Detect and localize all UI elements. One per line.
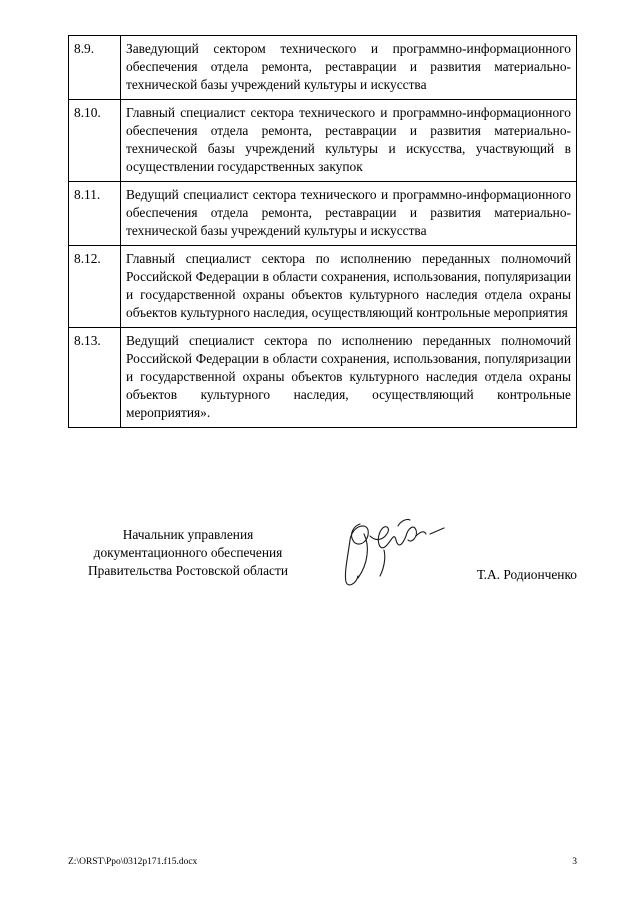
positions-table: [68, 35, 577, 428]
table-row: [69, 36, 577, 100]
row-number: 8.9.: [69, 36, 121, 100]
page-number: 3: [572, 857, 577, 867]
signer-position-line: Начальник управления: [122, 527, 254, 542]
table-row: [69, 328, 577, 428]
row-position-text: Ведущий специалист сектора технического и программно-информационного обеспечения отдела ремонта, реставрации и развития материально-технической базы учреждений культуры и искусства: [121, 182, 577, 246]
row-position-text: Ведущий специалист сектора по исполнению переданных полномочий Российской Федерации в области сохранения, использования, популяризации и государственной охраны объектов культурного наследия отдела охраны объектов культурного наследия, осуществляющий контрольные мероприятия».: [121, 328, 577, 428]
signer-name: Т.А. Родионченко: [476, 567, 577, 582]
table-row: [69, 100, 577, 182]
row-number: 8.11.: [69, 182, 121, 246]
signer-position-line: документационного обеспечения: [93, 545, 283, 560]
footer-file-path: Z:\ORST\Ppo\0312p171.f15.docx: [68, 857, 198, 867]
table-row: [69, 246, 577, 328]
row-position-text: Главный специалист сектора по исполнению переданных полномочий Российской Федерации в области сохранения, использования, популяризации и государственной охраны объектов культурного наследия отдела охраны объектов культурного наследия, осуществляющий контрольные мероприятия: [121, 246, 577, 328]
table-row: [69, 182, 577, 246]
signature-block: [68, 526, 577, 596]
signer-position: [68, 526, 308, 580]
signer-position-line: Правительства Ростовской области: [87, 563, 289, 578]
row-position-text: Заведующий сектором технического и программно-информационного обеспечения отдела ремонта, реставрации и развития материально-технической базы учреждений культуры и искусства: [121, 36, 577, 100]
row-position-text: Главный специалист сектора технического и программно-информационного обеспечения отдела ремонта, реставрации и развития материально-технической базы учреждений культуры и искусства, участвующий в осуществлении государственных закупок: [121, 100, 577, 182]
row-number: 8.10.: [69, 100, 121, 182]
handwritten-signature: [340, 516, 455, 596]
row-number: 8.13.: [69, 328, 121, 428]
row-number: 8.12.: [69, 246, 121, 328]
